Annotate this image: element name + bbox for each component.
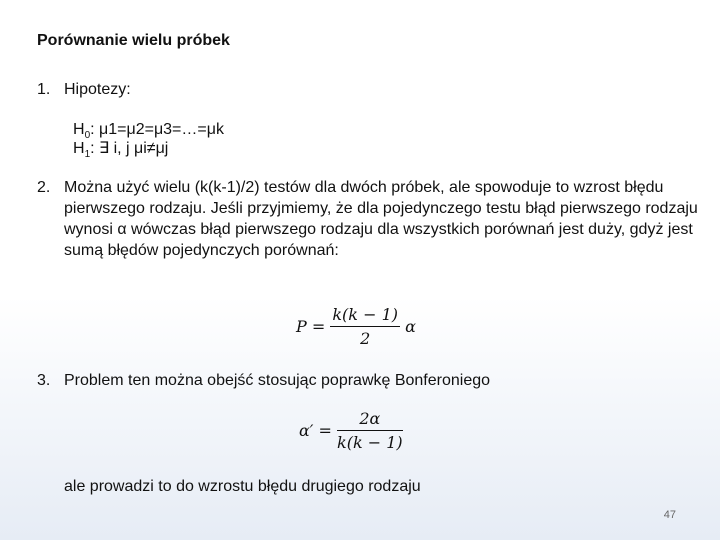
slide-title: Porównanie wielu próbek <box>37 32 230 49</box>
hypothesis-h1: $H_1$: ∃ i, j μi≠μj <box>73 140 169 161</box>
item-number: 1. <box>37 81 51 98</box>
formula-bonferroni: α′ = $\frac{2\alpha}{k(k - 1)}$ <box>299 409 403 452</box>
item-text: Problem ten można obejść stosując poprawkę Bonferoniego <box>64 372 491 389</box>
page-number: 47 <box>663 509 676 521</box>
fraction: $\frac{2\alpha}{k(k - 1)}$ <box>337 409 403 452</box>
hypothesis-h0: $H_0$: μ1=μ2=μ3=…=μk <box>73 121 224 142</box>
item-number: 3. <box>37 372 51 389</box>
item-text: Można użyć wielu (k(k-1)/2) testów dla dwóch próbek, ale spowoduje to wzrost błędu pierwszego rodzaju. Jeśli przyjmiemy, że dla pojedynczego testu błąd pierwszego rodzaju wynosi α wówczas błąd pierwszego rodzaju dla wszystkich porównań jest duży, gdyż jest sumą błędów pojedynczych porównań: <box>64 179 698 259</box>
fraction: $\frac{k(k - 1)}{2}$ <box>332 305 398 348</box>
item-text: Hipotezy: <box>64 81 131 98</box>
formula-multiple-comparison-error: P = $\frac{k(k - 1)}{2}$ α <box>296 305 416 348</box>
closing-note: ale prowadzi to do wzrostu błędu drugiego rodzaju <box>64 478 421 495</box>
item-number: 2. <box>37 179 51 196</box>
